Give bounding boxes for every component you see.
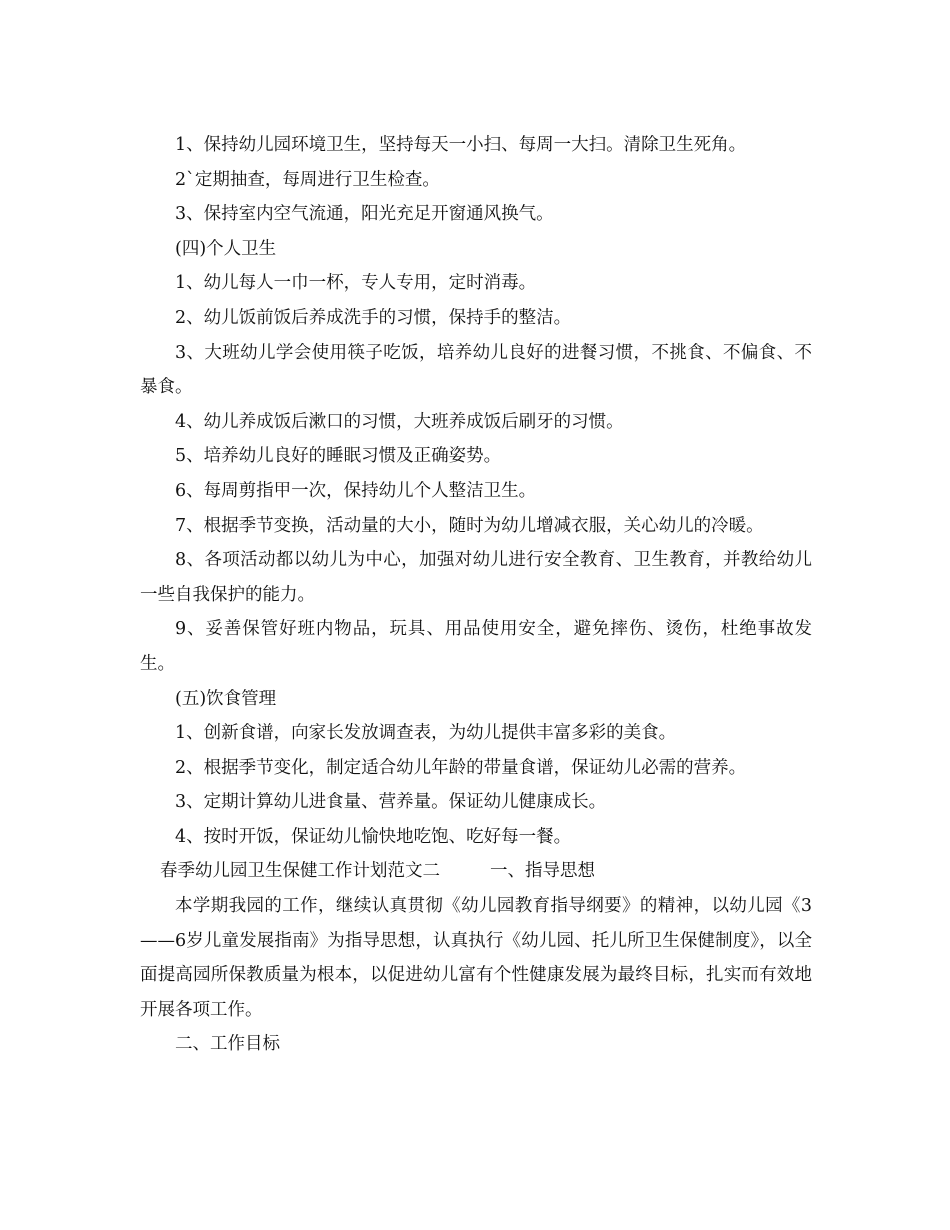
paragraph-personal-9: 9、妥善保管好班内物品，玩具、用品使用安全，避免摔伤、烫伤，杜绝事故发生。 (140, 619, 812, 674)
paragraph-personal-5: 5、培养幼儿良好的睡眠习惯及正确姿势。 (175, 446, 502, 467)
paragraph-personal-8: 8、各项活动都以幼儿为中心，加强对幼儿进行安全教育、卫生教育，并教给幼儿一些自我保护的能力。 (140, 550, 812, 605)
paragraph-personal-7: 7、根据季节变换，活动量的大小，随时为幼儿增减衣服，关心幼儿的冷暖。 (175, 515, 764, 536)
paragraph-personal-6: 6、每周剪指甲一次，保持幼儿个人整洁卫生。 (175, 480, 537, 501)
paragraph-diet-1: 1、创新食谱，向家长发放调查表，为幼儿提供丰富多彩的美食。 (175, 723, 677, 744)
paragraph-diet-4: 4、按时开饭，保证幼儿愉快地吃饱、吃好每一餐。 (175, 826, 572, 847)
paragraph-personal-1: 1、幼儿每人一巾一杯，专人专用，定时消毒。 (175, 273, 537, 294)
paragraph-personal-2: 2、幼儿饭前饭后养成洗手的习惯，保持手的整洁。 (175, 307, 572, 328)
paragraph-environment-2: 2`定期抽查，每周进行卫生检查。 (175, 169, 440, 190)
goals-heading: 二、工作目标 (175, 1034, 280, 1055)
paragraph-diet-3: 3、定期计算幼儿进食量、营养量。保证幼儿健康成长。 (175, 792, 607, 813)
paragraph-personal-3: 3、大班幼儿学会使用筷子吃饭，培养幼儿良好的进餐习惯，不挑食、不偏食、不暴食。 (140, 342, 812, 398)
section-title: 春季幼儿园卫生保健工作计划范文二 (160, 861, 440, 882)
section-title-line (140, 854, 812, 889)
document-body (140, 128, 812, 1062)
heading-diet-management: (五)饮食管理 (175, 688, 277, 709)
heading-personal-hygiene: (四)个人卫生 (175, 238, 277, 259)
guiding-paragraph: 本学期我园的工作，继续认真贯彻《幼儿园教育指导纲要》的精神，以幼儿园《3——6岁儿童发展指南》为指导思想，认真执行《幼儿园、托儿所卫生保健制度》，以全面提高园所保教质量为根本，以促进幼儿富有个性健康发展为最终目标，扎实而有效地开展各项工作。 (140, 896, 812, 1020)
paragraph-personal-4: 4、幼儿养成饭后漱口的习惯，大班养成饭后刷牙的习惯。 (175, 411, 624, 432)
paragraph-diet-2: 2、根据季节变化，制定适合幼儿年龄的带量食谱，保证幼儿必需的营养。 (175, 757, 747, 778)
paragraph-environment-3: 3、保持室内空气流通，阳光充足开窗通风换气。 (175, 204, 554, 225)
paragraph-environment-1: 1、保持幼儿园环境卫生，坚持每天一小扫、每周一大扫。清除卫生死角。 (175, 135, 747, 155)
section-subheading: 一、指导思想 (490, 861, 595, 882)
